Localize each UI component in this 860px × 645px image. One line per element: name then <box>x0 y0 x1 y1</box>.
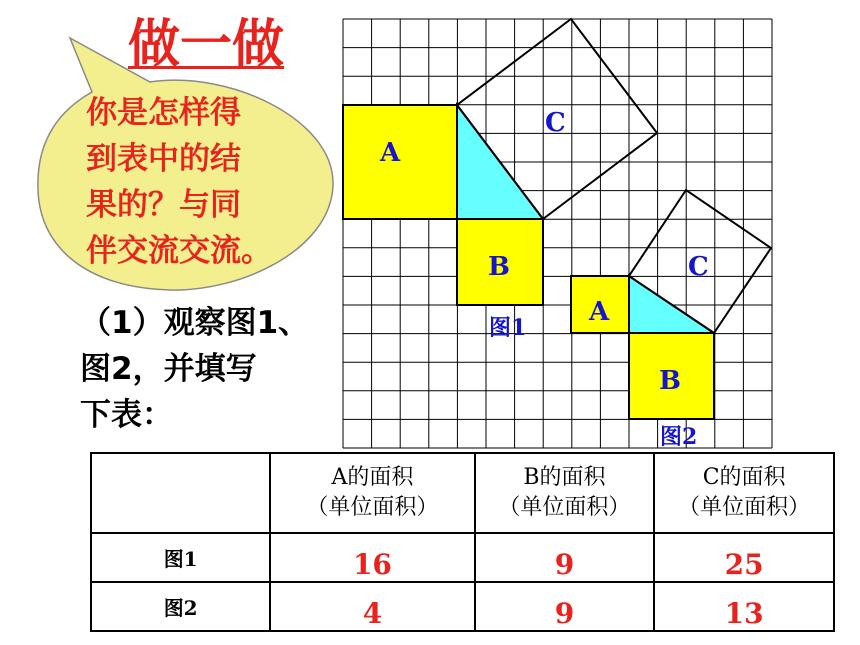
fig2-label-a: A <box>589 297 610 327</box>
table-row <box>91 533 834 582</box>
header-a-line2: （单位面积） <box>306 495 439 520</box>
table-row <box>91 582 834 631</box>
fig2-label-c: C <box>688 252 709 282</box>
fig1-label-a: A <box>380 138 401 168</box>
header-b-line2: （单位面积） <box>498 495 631 520</box>
header-b-area <box>475 453 655 533</box>
header-c-line2: （单位面积） <box>678 495 811 520</box>
header-a-line1: A的面积 <box>331 465 414 490</box>
cell-b-value: 9 <box>475 582 655 631</box>
header-a-area <box>270 453 474 533</box>
table-header-row <box>91 453 834 533</box>
table-corner-cell <box>91 453 270 533</box>
task-line: （1）观察图1、 <box>80 305 310 341</box>
task-line: 图2，并填写 <box>80 351 257 387</box>
cell-a-value: 16 <box>270 533 474 582</box>
fig2-label-b: B <box>659 366 681 396</box>
result-table <box>90 452 835 632</box>
bubble-line: 你是怎样得 <box>86 95 241 131</box>
cell-a-value: 4 <box>270 582 474 631</box>
fig1-label-b: B <box>488 252 510 282</box>
bubble-line: 到表中的结 <box>86 141 241 177</box>
cell-c-value: 25 <box>654 533 834 582</box>
cell-b-value: 9 <box>475 533 655 582</box>
fig2-caption: 图2 <box>660 424 698 450</box>
bubble-line: 伴交流交流。 <box>86 233 272 269</box>
cell-c-value: 13 <box>654 582 834 631</box>
fig1-label-c: C <box>545 108 566 138</box>
row-label: 图2 <box>91 582 270 631</box>
header-b-line1: B的面积 <box>523 465 606 490</box>
row-label: 图1 <box>91 533 270 582</box>
fig1-caption: 图1 <box>489 315 527 341</box>
header-c-area <box>654 453 834 533</box>
page-title: 做一做 <box>128 15 285 75</box>
header-c-line1: C的面积 <box>702 465 786 490</box>
bubble-line: 果的？与同 <box>86 187 241 223</box>
task-line: 下表： <box>80 397 173 433</box>
